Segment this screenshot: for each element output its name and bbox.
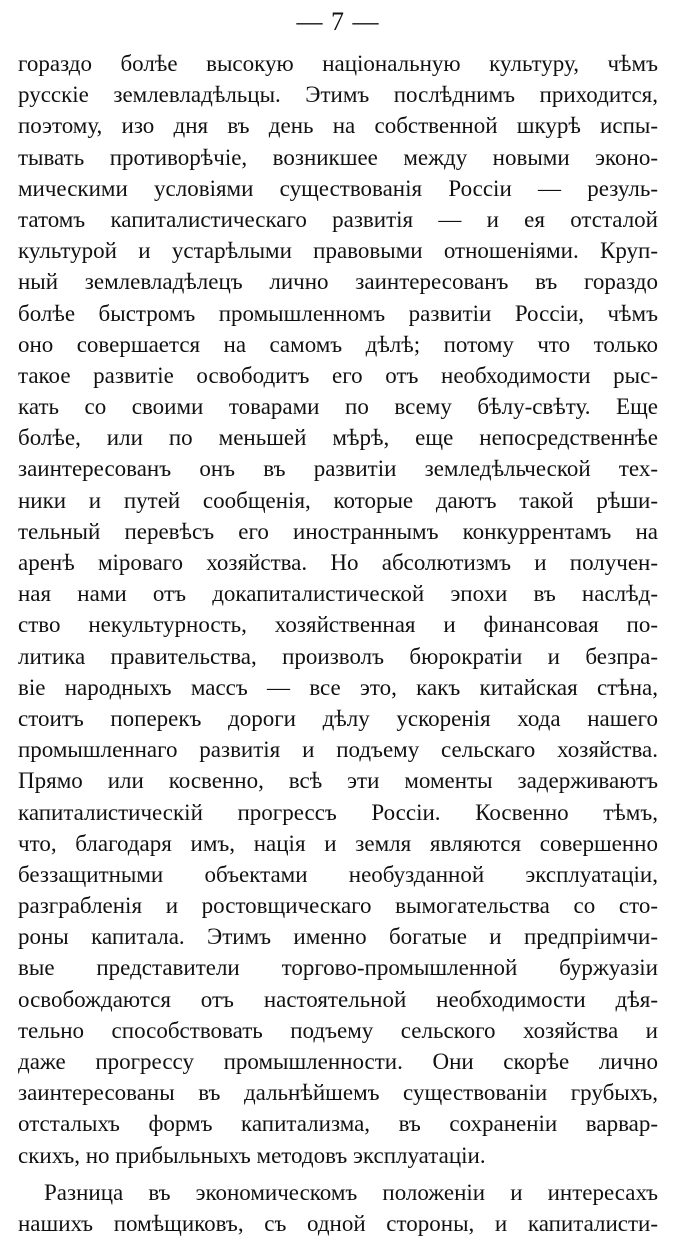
text-line: поэтому, изо дня въ день на собственной шкурѣ испы- <box>18 113 658 139</box>
text-line: что, благодаря имъ, нація и земля являются совершенно <box>18 830 658 856</box>
text-line: заинтересованъ онъ въ развитіи земледѣльческой тех- <box>18 456 658 482</box>
text-line: Прямо или косвенно, всѣ эти моменты задерживаютъ <box>18 768 658 794</box>
text-line: скихъ, но прибыльныхъ методовъ эксплуатаціи. <box>18 1142 486 1168</box>
text-line: тельный перевѣсъ его иностраннымъ конкуррентамъ на <box>18 518 658 544</box>
text-line: ство некультурность, хозяйственная и финансовая по- <box>18 612 658 638</box>
text-line: мическими условіями существованія Россіи — резуль- <box>18 175 658 201</box>
text-line: промышленнаго развитія и подъему сельскаго хозяйства. <box>18 737 658 763</box>
text-line: ная нами отъ докапиталистической эпохи въ наслѣд- <box>18 581 658 607</box>
text-line: кать со своими товарами по всему бѣлу-свѣту. Еще <box>18 394 658 420</box>
text-line: освобождаются отъ настоятельной необходимости дѣя- <box>18 986 658 1012</box>
text-line: вые представители торгово-промышленной буржуазіи <box>18 955 658 981</box>
text-line: нашихъ помѣщиковъ, съ одной стороны, и капиталисти- <box>18 1210 658 1236</box>
text-line: болѣе, или по меньшей мѣрѣ, еще непосредственнѣе <box>18 425 658 451</box>
text-line: татомъ капиталистическаго развитія — и ея отсталой <box>18 206 658 232</box>
text-line: ный землевладѣлецъ лично заинтересованъ въ гораздо <box>18 269 658 295</box>
text-line: Разница въ экономическомъ положеніи и интересахъ <box>44 1179 658 1205</box>
body-text <box>18 48 658 1236</box>
text-line: беззащитными объектами необузданной эксплуатаціи, <box>18 861 658 887</box>
paragraph <box>18 48 658 1171</box>
text-line: болѣе быстромъ промышленномъ развитіи Россіи, чѣмъ <box>18 300 658 326</box>
page-number: — 7 — <box>296 7 380 36</box>
text-line: культурой и устарѣлыми правовыми отношеніями. Круп- <box>18 238 658 264</box>
text-line: литика правительства, произволъ бюрократіи и безпра- <box>18 643 658 669</box>
text-line: аренѣ міроваго хозяйства. Но абсолютизмъ и получен- <box>18 550 658 575</box>
text-line: даже прогрессу промышленности. Они скорѣе лично <box>18 1049 658 1074</box>
text-line: гораздо болѣе высокую національную культуру, чѣмъ <box>18 51 658 76</box>
text-line: отсталыхъ формъ капитализма, въ сохраненіи варвар- <box>18 1111 658 1137</box>
text-line: такое развитіе освободитъ его отъ необходимости рыс- <box>18 362 658 388</box>
text-line: капиталистическій прогрессъ Россіи. Косвенно тѣмъ, <box>18 799 658 825</box>
text-line: стоитъ поперекъ дороги дѣлу ускоренія хода нашего <box>18 705 658 731</box>
text-line: ники и путей сообщенія, которые даютъ такой рѣши- <box>18 487 658 513</box>
paragraph <box>18 1177 658 1239</box>
text-line: тывать противорѣчіе, возникшее между новыми эконо- <box>18 144 658 170</box>
text-line: оно совершается на самомъ дѣлѣ; потому что только <box>18 331 658 357</box>
text-line: русскіе землевладѣльцы. Этимъ послѣднимъ приходится, <box>18 82 658 108</box>
text-line: разграбленія и ростовщическаго вымогательства со сто- <box>18 893 658 919</box>
text-line: тельно способствовать подъему сельского хозяйства и <box>18 1017 658 1043</box>
text-line: заинтересованы въ дальнѣйшемъ существованіи грубыхъ, <box>18 1080 658 1106</box>
text-line: роны капитала. Этимъ именно богатые и предпріимчи- <box>18 924 658 950</box>
text-line: віе народныхъ массъ — все это, какъ китайская стѣна, <box>18 674 658 700</box>
